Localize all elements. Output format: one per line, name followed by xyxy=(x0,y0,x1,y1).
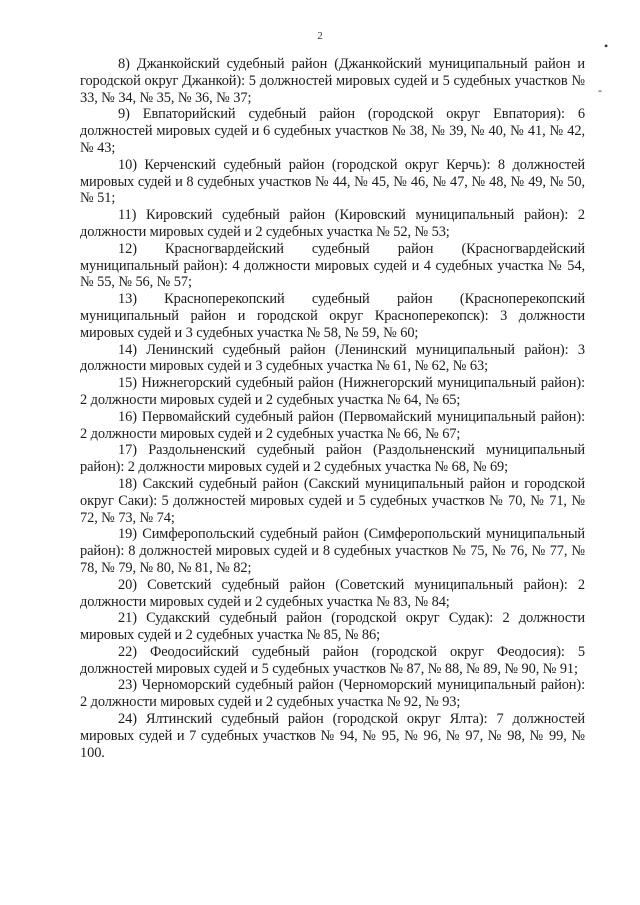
list-item-13: 13) Красноперекопский судебный район (Красноперекопский муниципальный район и городской округ Красноперекопск): 3 должности мировых судей и 3 судебных участка № 58, № 59, № 60; xyxy=(80,291,585,341)
list-item-10: 10) Керченский судебный район (городской округ Керчь): 8 должностей мировых судей и 8 судебных участков № 44, № 45, № 46, № 47, № 48, № 49, № 50, № 51; xyxy=(80,156,585,207)
page-number: 2 xyxy=(317,30,323,42)
list-item-22: 22) Феодосийский судебный район (городской округ Феодосия): 5 должностей мировых судей и 5 судебных участков № 87, № 88, № 89, № 90, № 91; xyxy=(80,643,585,677)
list-item-9: 9) Евпаторийский судебный район (городской округ Евпатория): 6 должностей мировых судей и 6 судебных участков № 38, № 39, № 40, № 41, № 42, № 43; xyxy=(80,106,585,156)
list-item-14: 14) Ленинский судебный район (Ленинский муниципальный район): 3 должности мировых судей и 3 судебных участка № 61, № 62, № 63; xyxy=(80,341,585,375)
list-item-18: 18) Сакский судебный район (Сакский муниципальный район и городской округ Саки): 5 должностей мировых судей и 5 судебных участков № 70, № 71, № 72, № 73, № 74; xyxy=(80,475,585,526)
list-item-21: 21) Судакский судебный район (городской округ Судак): 2 должности мировых судей и 2 судебных участка № 85, № 86; xyxy=(80,610,585,644)
margin-dot-mark: • xyxy=(604,39,609,53)
list-item-12: 12) Красногвардейский судебный район (Красногвардейский муниципальный район): 4 должности мировых судей и 4 судебных участка № 54, № 55, № 56, № 57; xyxy=(80,240,585,291)
list-item-20: 20) Советский судебный район (Советский муниципальный район): 2 должности мировых судей и 2 судебных участка № 83, № 84; xyxy=(80,576,585,610)
list-item-11: 11) Кировский судебный район (Кировский муниципальный район): 2 должности мировых судей и 2 судебных участка № 52, № 53; xyxy=(80,207,585,240)
document-body xyxy=(80,56,585,761)
margin-dash-mark: - xyxy=(598,83,602,97)
list-item-16: 16) Первомайский судебный район (Первомайский муниципальный район): 2 должности мировых судей и 2 судебных участка № 66, № 67; xyxy=(80,408,585,442)
list-item-17: 17) Раздольненский судебный район (Раздольненский муниципальный район): 2 должности мировых судей и 2 судебных участка № 68, № 69; xyxy=(80,442,585,476)
list-item-24: 24) Ялтинский судебный район (городской округ Ялта): 7 должностей мировых судей и 7 судебных участков № 94, № 95, № 96, № 97, № 98, № 99, № 100. xyxy=(80,711,585,761)
list-item-8: 8) Джанкойский судебный район (Джанкойский муниципальный район и городской округ Джанкой): 5 должностей мировых судей и 5 судебных участков № 33, № 34, № 35, № 36, № 37; xyxy=(80,56,585,106)
list-item-23: 23) Черноморский судебный район (Черноморский муниципальный район): 2 должности мировых судей и 2 судебных участка № 92, № 93; xyxy=(80,677,585,711)
list-item-19: 19) Симферопольский судебный район (Симферопольский муниципальный район): 8 должностей мировых судей и 8 судебных участков № 75, № 76, № 77, № 78, № 79, № 80, № 81, № 82; xyxy=(80,526,585,576)
list-item-15: 15) Нижнегорский судебный район (Нижнегорский муниципальный район): 2 должности мировых судей и 2 судебных участка № 64, № 65; xyxy=(80,375,585,408)
